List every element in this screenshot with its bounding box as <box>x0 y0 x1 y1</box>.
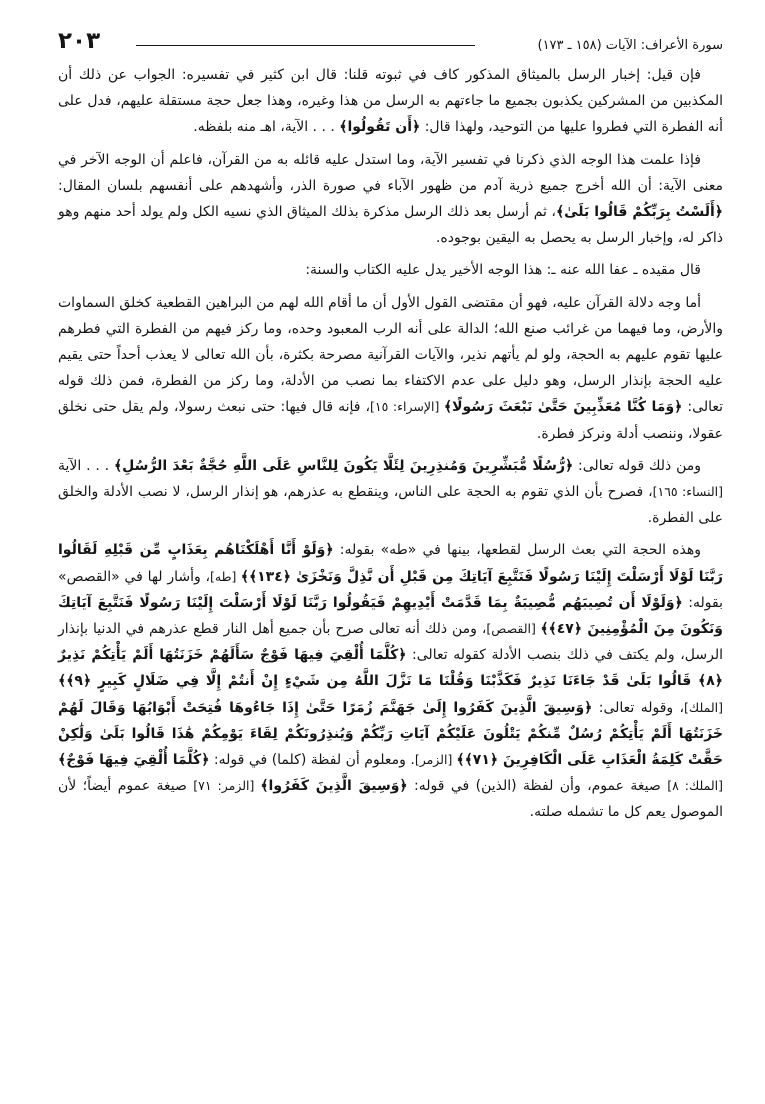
text-run: ، وقوله تعالى: <box>592 699 685 716</box>
text-run: صيغة عموم، وأن لفظة (الذين) في قوله: <box>407 778 668 795</box>
quran-verse: ﴿وَسِيقَ الَّذِينَ كَفَرُوا﴾ <box>260 778 408 795</box>
header-rule <box>136 45 475 46</box>
quran-verse: ﴿كُلَّمَا أُلْقِيَ فِيهَا فَوْجٌ﴾ <box>58 752 210 769</box>
quran-verse: ﴿وَمَا كُنَّا مُعَذِّبِينَ حَتَّىٰ نَبْعَثَ رَسُولًا﴾ <box>443 399 683 416</box>
paragraph <box>58 257 723 283</box>
paragraph <box>58 290 723 447</box>
verse-reference: [طه] <box>210 568 241 584</box>
text-run: . ومعلوم أن لفظة (كلما) في قوله: <box>209 752 415 769</box>
paragraph <box>58 62 723 141</box>
verse-reference: [النساء: ١٦٥] <box>652 484 724 500</box>
document-page <box>58 22 723 832</box>
quran-verse: ﴿وَسِيقَ الَّذِينَ كَفَرُوا إِلَىٰ جَهَنَّمَ زُمَرًا حَتَّىٰ إِذَا جَاءُوهَا فُتِحَتْ أَبْوَابُهَا وَقَالَ لَهُمْ خَزَنَتُهَا أَلَمْ يَأْتِكُمْ رُسُلٌ مِّنكُمْ يَتْلُونَ عَلَيْكُمْ آيَاتِ رَبِّكُمْ وَيُنذِرُونَكُمْ لِقَاءَ يَوْمِكُمْ هَٰذَا قَالُوا بَلَىٰ وَلَٰكِنْ حَقَّتْ كَلِمَةُ الْعَذَابِ عَلَى الْكَافِرِينَ ﴿٧١﴾﴾ <box>58 699 723 769</box>
quran-verse: ﴿أَلَسْتُ بِرَبِّكُمْ قَالُوا بَلَىٰ﴾ <box>555 204 723 221</box>
text-run: ، ثم أرسل بعد ذلك الرسل مذكرة بذلك الميثاق الذي نسيه الكل ولم يولد أحد منهم وهو ذاكر له، وإخبار الرسل به يحصل به اليقين بوجوده. <box>58 204 723 247</box>
text-run: ، فصرح بأن الذي تقوم به الحجة على الناس، وينقطع به عذرهم، هو إنذار الرسل، لا نصب الأدلة والخلق على الفطرة. <box>58 484 723 527</box>
quran-verse: ﴿أَن تَقُولُوا﴾ <box>339 119 421 136</box>
quran-verse: ﴿وَلَوْلَا أَن تُصِيبَهُم مُّصِيبَةٌ بِمَا قَدَّمَتْ أَيْدِيهِمْ فَيَقُولُوا رَبَّنَا لَوْلَا أَرْسَلْتَ إِلَيْنَا رَسُولًا فَنَتَّبِعَ آيَاتِكَ وَنَكُونَ مِنَ الْمُؤْمِنِينَ ﴿٤٧﴾﴾ <box>58 594 723 638</box>
text-run: فإن قيل: إخبار الرسل بالميثاق المذكور كاف في ثبوته قلنا: قال ابن كثير في تفسيره: الجواب عن ذلك أن المكذبين من المشركين يكذبون بجميع ما جاءتهم به الرسل من هذا وغيره، وهذا جعل حجة مستقلة عليهم، فدل على أنه الفطرة التي فطروا عليها من التوحيد، ولهذا قال: <box>58 67 723 136</box>
verse-reference: [الملك: ٨] <box>667 778 723 794</box>
text-run: ومن ذلك قوله تعالى: <box>573 457 701 474</box>
verse-reference: [الملك] <box>684 699 723 715</box>
text-run: فإذا علمت هذا الوجه الذي ذكرنا في تفسير الآية، وما استدل عليه قائله به من القرآن، فاعلم أن الوجه الآخر في معنى الآية: أن الله أخرج جميع ذرية آدم من ظهور الآباء في صورة الذر، وأشهدهم على أنفسهم بلسان المقال: <box>58 151 723 194</box>
paragraph <box>58 537 723 825</box>
quran-verse: ﴿رُّسُلًا مُّبَشِّرِينَ وَمُنذِرِينَ لِئَلَّا يَكُونَ لِلنَّاسِ عَلَى اللَّهِ حُجَّةٌ بَعْدَ الرُّسُلِ﴾ <box>113 457 574 474</box>
paragraph <box>58 147 723 252</box>
quran-verse: ﴿كُلَّمَا أُلْقِيَ فِيهَا فَوْجٌ سَأَلَهُمْ خَزَنَتُهَا أَلَمْ يَأْتِكُمْ نَذِيرٌ ﴿٨﴾ قَالُوا بَلَىٰ قَدْ جَاءَنَا نَذِيرٌ فَكَذَّبْنَا وَقُلْنَا مَا نَزَّلَ اللَّهُ مِن شَيْءٍ إِنْ أَنتُمْ إِلَّا فِي ضَلَالٍ كَبِيرٍ ﴿٩﴾﴾ <box>58 647 723 690</box>
text-run: صيغة عموم أيضاً؛ لأن الموصول يعم كل ما تشمله صلته. <box>58 778 723 821</box>
verse-reference: [القصص] <box>486 621 541 637</box>
text-run: . . . الآية <box>58 457 114 474</box>
text-run: ، فإنه قال فيها: حتى نبعث رسولا، ولم يقل حتى نخلق عقولا، وننصب أدلة ونركز فطرة. <box>58 399 723 442</box>
text-run: . . . الآية، اهـ منه بلفظه. <box>193 119 340 136</box>
quran-verse: ﴿وَلَوْ أَنَّا أَهْلَكْنَاهُم بِعَذَابٍ مِّن قَبْلِهِ لَقَالُوا رَبَّنَا لَوْلَا أَرْسَلْتَ إِلَيْنَا رَسُولًا فَنَتَّبِعَ آيَاتِكَ مِن قَبْلِ أَن نَّذِلَّ وَنَخْزَىٰ ﴿١٣٤﴾﴾ <box>58 542 723 585</box>
paragraph <box>58 453 723 532</box>
verse-reference: [الزمر] <box>414 752 457 768</box>
verse-reference: [الزمر: ٧١] <box>193 778 261 794</box>
surah-title: سورة الأعراف: الآيات (١٥٨ ـ ١٧٣) <box>537 38 723 53</box>
text-run: ، ومن ذلك أنه تعالى صرح بأن جميع أهل النار قطع عذرهم في الدنيا بإنذار الرسل، ولم يكتف في ذلك بنصب الأدلة كقوله تعالى: <box>58 621 723 664</box>
text-run: قال مقيده ـ عفا الله عنه ـ: هذا الوجه الأخير يدل عليه الكتاب والسنة: <box>305 262 701 279</box>
page-number: ٢٠٣ <box>58 28 101 54</box>
verse-reference: [الإسراء: ١٥] <box>370 399 444 415</box>
body-text <box>58 62 723 826</box>
text-run: وهذه الحجة التي بعث الرسل لقطعها، بينها في «طه» بقوله: <box>333 542 702 559</box>
text-run: ، وأشار لها في «القصص» بقوله: <box>58 568 723 611</box>
text-run: أما وجه دلالة القرآن عليه، فهو أن مقتضى القول الأول أن ما أقام الله لهم من البراهين القطعية كخلق السماوات والأرض، وما فيهما من غرائب صنع الله؛ الدالة على أنه الرب المعبود وحده، وما ركز فيهم من الفطرة التي فطرهم عليها تقوم عليهم به الحجة، ولو لم يأتهم نذير، والآيات القرآنية مصرحة بكثرة، بأن الله تعالى لا يعذب أحداً حتى يقيم عليه الحجة بإنذار الرسل، وهو دليل على عدم الاكتفاء بما نصب من الأدلة، وما ركز من الفطرة، فمن ذلك قوله تعالى: <box>58 294 723 416</box>
page-header <box>58 22 723 62</box>
